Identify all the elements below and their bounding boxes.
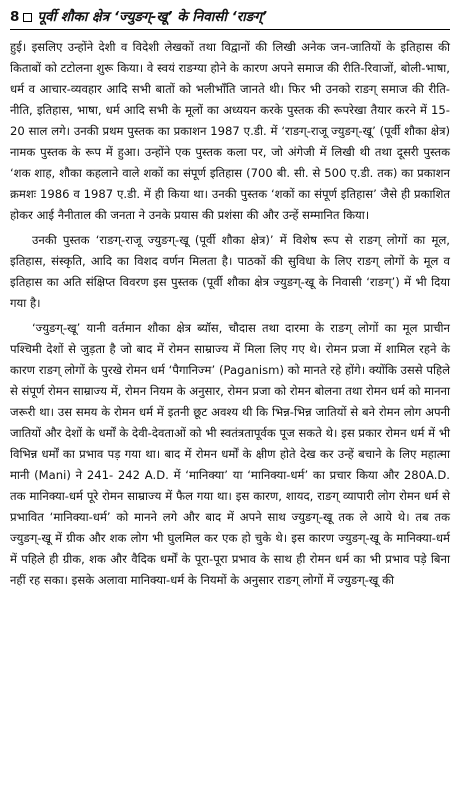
running-title: पूर्वी शौका क्षेत्र ‘ज्युङग्-खू’ के निवासी ‘राङग्’ [37,9,268,25]
paragraph-3: ‘ज्युङग्-खू’ यानी वर्तमान शौका क्षेत्र ब्यॉस, चौदास तथा दारमा के राङग् लोगों का मूल प्राचीन पश्चिमी देशों से जुड़ता है जो बाद में रोमन साम्राज्य में मिला लिए गए थे। रोमन प्रजा में शामिल रहने के कारण राङग् लोगों के पुरखे रोमन धर्म ‘पैगानिज्म’ (Paganism) को मानते रहे होंगे। क्योंकि उससे पहिले से संपूर्ण रोमन साम्राज्य में, रोमन नियम के अनुसार, रोमन प्रजा को रोमन बोलना तथा रोमन धर्म को मानना जरूरी था। उस समय के रोमन धर्म में इतनी छूट अवश्य थी कि भिन्न-भिन्न जातियों से बने रोमन लोग अपनी जातियों और देशों के धर्मों के देवी-देवताओं को भी स्वतंत्रतापूर्वक पूज सकते थे। इस प्रकार रोमन धर्म में भी विभिन्न धर्मों का प्रभाव पड़ गया था। बाद में रोमन धर्मों के क्षीण होते देख कर उन्हें बचाने के लिए महात्मा मानी (Mani) ने 241- 242 A.D. में ‘मानिक्या’ या ‘मानिक्या-धर्म’ का प्रचार किया और 280A.D. तक मानिक्या-धर्म पूरे रोमन साम्राज्य में फैल गया था। इस कारण, शायद, राङग् व्यापारी लोग रोमन धर्म से प्रभावित ‘मानिक्या-धर्म’ को मानने लगे और बाद में अपने साथ ज्युङग्-खू तक ले आये थे। तब तक ज्युङग्-खू में ग्रीक और शक लोग भी घुलमिल कर एक हो चुके थे। इस कारण ज्युङग्-खू के मानिक्या-धर्म में पहिले ही ग्रीक, शक और वैदिक धर्मों के पूरा-पूरा प्रभाव के साथ ही रोमन धर्म का भी प्रभाव पड़े बिना नहीं रह सका। इसके अलावा मानिक्या-धर्म के नियमों के अनुसार राङग् लोगों में ज्युङग्-खू की [10,321,450,587]
paragraph-2: उनकी पुस्तक ‘राङग्-राजू ज्युङग्-खू (पूर्वी शौका क्षेत्र)’ में विशेष रूप से राङग् लोगों का मूल, इतिहास, संस्कृति, आदि का विशद वर्णन मिलता है। पाठकों की सुविधा के लिए राङग् लोगों के मूल व इतिहास का अति संक्षिप्त विवरण इस पुस्तक (पूर्वी शौका क्षेत्र ज्युङग्-खू के निवासी ‘राङग्’) में भी दिया गया है। [10,233,450,310]
page-number: 8 [10,9,20,25]
page-body [10,37,450,591]
page-header [10,8,450,30]
paragraph-1: हुई। इसलिए उन्होंने देशी व विदेशी लेखकों तथा विद्वानों की लिखी अनेक जन-जातियों के इतिहास की किताबों को टटोलना शुरू किया। वे स्वयं राङग्या होने के कारण अपने समाज की रीति-रिवाजों, बोली-भाषा, धर्म व आचार-व्यवहार आदि सभी बातों को भलीभाँति जानते थी। फिर भी उनको राङग् समाज की रीति-नीति, इतिहास, भाषा, धर्म आदि सभी के मूलों का अध्ययन करके पुस्तक की रूपरेखा तैयार करने में 15-20 साल लगे। उनकी प्रथम पुस्तक का प्रकाशन 1987 ए.डी. में ‘राङग्-राजू ज्युङग्-खू’ (पूर्वी शौका क्षेत्र) नामक पुस्तक के रूप में हुआ। उन्होंने एक पुस्तक कला पर, जो अंगेजी में लिखी थी तथा दूसरी पुस्तक ‘शक शाह, शौका कहलाने वाले शकों का संपूर्ण इतिहास (700 बी. सी. से 500 ए.डी. तक) का प्रकाशन क्रमशः 1986 व 1987 ए.डी. में ही किया था। उनकी पुस्तक ‘शकों का संपूर्ण इतिहास’ जैसे ही प्रकाशित होकर आई नैनीताल की जनता ने उनके प्रयास की प्रशंसा की और उन्हें सम्मानित किया। [10,40,450,222]
square-bullet-icon [23,13,32,22]
